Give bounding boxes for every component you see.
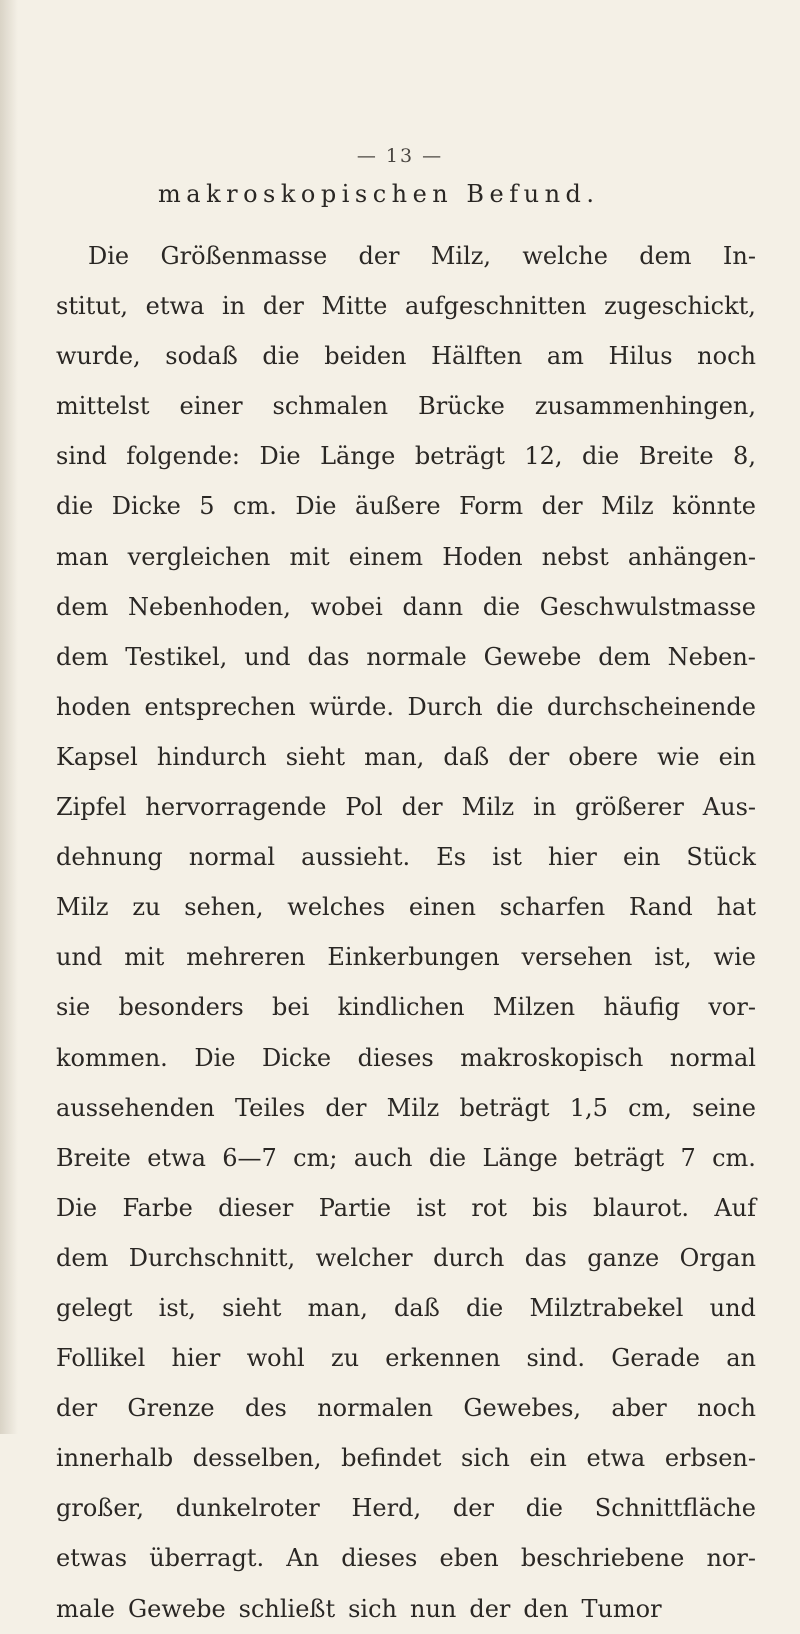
text-line: [56, 281, 756, 331]
word: an: [726, 1344, 756, 1373]
word: dem: [56, 592, 109, 621]
word: einer: [179, 392, 243, 421]
word: mittelst: [56, 392, 150, 421]
word: sie: [56, 993, 91, 1022]
word: der: [262, 292, 304, 321]
word: Länge: [482, 1143, 558, 1172]
word: entsprechen: [144, 692, 296, 721]
word: mit: [124, 943, 165, 972]
word: desselben,: [192, 1444, 322, 1473]
text-line: [56, 1083, 756, 1133]
word: Kapsel: [56, 742, 138, 771]
word: der: [452, 1494, 494, 1523]
word: beiden: [324, 342, 407, 371]
word: schmalen: [272, 392, 389, 421]
text-line: [56, 1183, 756, 1233]
word: rot: [471, 1193, 507, 1222]
word: An: [286, 1544, 320, 1573]
word: vergleichen: [127, 542, 271, 571]
word: 12,: [524, 442, 563, 471]
word: die: [525, 1494, 563, 1523]
word: sind: [56, 442, 107, 471]
word: seine: [692, 1093, 756, 1122]
word: die: [428, 1143, 467, 1172]
word: welches: [287, 893, 386, 922]
word: die: [482, 592, 521, 621]
word: ein: [529, 1444, 567, 1473]
word: zu: [132, 893, 161, 922]
word: Grenze: [127, 1394, 215, 1423]
word: der: [358, 242, 400, 270]
word: Partie: [318, 1193, 392, 1222]
word: Pol: [345, 793, 383, 822]
word: Form: [459, 492, 524, 521]
word: durch: [433, 1243, 505, 1272]
word: kindlichen: [337, 993, 465, 1022]
word: ein: [622, 843, 661, 872]
word: Rand: [629, 893, 693, 922]
word: versehen: [521, 943, 633, 972]
word: Teiles: [234, 1093, 306, 1122]
word: das: [307, 642, 350, 671]
word: Milz: [56, 893, 109, 922]
word: normalen: [317, 1394, 433, 1423]
word: Auf: [714, 1193, 756, 1222]
word: am: [546, 342, 584, 371]
word: sieht: [285, 742, 346, 771]
word: wie: [713, 943, 756, 972]
text-line: [56, 632, 756, 682]
word: gelegt: [56, 1293, 133, 1322]
word: hat: [716, 893, 756, 922]
text-line: [56, 532, 756, 582]
word: erkennen: [385, 1344, 501, 1373]
word: einem: [348, 542, 424, 571]
word: in: [222, 292, 246, 321]
word: die: [56, 492, 94, 521]
word: mehreren: [186, 943, 306, 972]
word: Geschwulstmasse: [539, 592, 756, 621]
word: Dicke: [111, 492, 181, 521]
word: Milz: [601, 492, 654, 521]
word: der: [56, 1394, 98, 1423]
text-line: [56, 1383, 756, 1433]
word: die: [465, 1293, 504, 1322]
word: scharfen: [499, 893, 606, 922]
word: welche: [522, 242, 608, 270]
word: hindurch: [156, 742, 267, 771]
text-line: [56, 582, 756, 632]
word: größerer: [575, 793, 684, 822]
heading-line: makroskopischen Befund.: [158, 180, 600, 208]
word: zugeschickt,: [604, 292, 756, 321]
word: cm.: [233, 492, 277, 521]
word: Die: [295, 492, 337, 521]
word: Gewebes,: [463, 1394, 582, 1423]
word: welcher: [315, 1243, 413, 1272]
word: würde.: [309, 692, 394, 721]
word: Die: [194, 1043, 236, 1072]
word: zusammenhingen,: [534, 392, 756, 421]
word: beträgt: [414, 442, 505, 471]
word: Größenmasse: [160, 242, 328, 270]
word: Neben-: [667, 642, 756, 671]
word: aber: [611, 1394, 667, 1423]
word: Die: [56, 1193, 98, 1222]
word: Stück: [686, 843, 756, 872]
word: Hoden: [442, 542, 523, 571]
word: 8,: [733, 442, 756, 471]
word: Mitte: [321, 292, 388, 321]
word: noch: [697, 1394, 756, 1423]
word: hier: [171, 1344, 221, 1373]
word: den: [523, 1594, 569, 1623]
word: auch: [353, 1143, 413, 1172]
word: Breite: [56, 1143, 131, 1172]
word: dieses: [357, 1043, 434, 1072]
word: mit: [289, 542, 330, 571]
word: Milz,: [430, 242, 492, 270]
word: 7: [680, 1143, 696, 1172]
word: cm,: [628, 1093, 672, 1122]
body-text: [56, 231, 756, 1634]
word: 5: [199, 492, 215, 521]
word: kommen.: [56, 1043, 168, 1072]
word: Milz: [386, 1093, 440, 1122]
word: könnte: [672, 492, 756, 521]
word: sehen,: [184, 893, 264, 922]
word: dann: [402, 592, 464, 621]
text-line: [56, 381, 756, 431]
word: beschriebene: [520, 1544, 685, 1573]
word: sieht: [222, 1293, 282, 1322]
word: daß: [443, 742, 490, 771]
word: bis: [532, 1193, 568, 1222]
word: überragt.: [149, 1544, 265, 1573]
word: erbsen-: [664, 1444, 756, 1473]
word: dunkelroter: [175, 1494, 320, 1523]
text-line: [56, 832, 756, 882]
word: nebst: [541, 542, 609, 571]
word: bei: [272, 993, 310, 1022]
text-line: [56, 1333, 756, 1383]
word: des: [244, 1394, 287, 1423]
word: Dicke: [261, 1043, 332, 1072]
text-line: [56, 982, 756, 1032]
text-line: [56, 682, 756, 732]
word: Nebenhoden,: [128, 592, 291, 621]
word: häufig: [603, 993, 681, 1022]
word: Länge: [320, 442, 396, 471]
word: vor-: [708, 993, 756, 1022]
word: obere: [568, 742, 639, 771]
word: Die: [88, 242, 130, 270]
word: male: [56, 1594, 115, 1623]
word: aufgeschnitten: [404, 292, 587, 321]
word: In-: [722, 242, 756, 270]
word: innerhalb: [56, 1444, 174, 1473]
word: dieser: [218, 1193, 294, 1222]
word: aussehenden: [56, 1093, 215, 1122]
word: ist: [492, 843, 522, 872]
word: Breite: [638, 442, 714, 471]
word: Milztrabekel: [529, 1293, 684, 1322]
word: noch: [697, 342, 756, 371]
word: sich: [460, 1444, 510, 1473]
text-line: [56, 231, 756, 281]
word: das: [524, 1243, 567, 1272]
word: dem: [56, 1243, 109, 1272]
word: makroskopisch: [460, 1043, 644, 1072]
text-line: [56, 1483, 756, 1533]
word: beträgt: [574, 1143, 665, 1172]
word: besonders: [118, 993, 244, 1022]
word: der: [401, 793, 443, 822]
word: 6—7: [222, 1143, 277, 1172]
word: Brücke: [418, 392, 505, 421]
word: befindet: [341, 1444, 442, 1473]
word: stitut,: [56, 292, 129, 321]
word: etwas: [56, 1544, 128, 1573]
word: zu: [330, 1344, 360, 1373]
word: Hilus: [608, 342, 673, 371]
word: die: [581, 442, 620, 471]
word: cm;: [293, 1143, 338, 1172]
word: Follikel: [56, 1344, 146, 1373]
word: hervorragende: [145, 793, 327, 822]
text-line: [56, 1233, 756, 1283]
word: wohl: [246, 1344, 305, 1373]
text-line: [56, 882, 756, 932]
word: ist: [416, 1193, 447, 1222]
word: in: [533, 793, 557, 822]
word: Gerade: [611, 1344, 700, 1373]
word: ein: [718, 742, 756, 771]
word: blaurot.: [592, 1193, 689, 1222]
word: wobei: [310, 592, 383, 621]
word: und: [709, 1293, 756, 1322]
word: Testikel,: [125, 642, 228, 671]
word: ganze: [587, 1243, 660, 1272]
word: nor-: [706, 1544, 756, 1573]
word: Organ: [679, 1243, 756, 1272]
word: dehnung: [56, 843, 163, 872]
word: etwa: [145, 292, 205, 321]
word: Die: [259, 442, 301, 471]
word: hier: [548, 843, 597, 872]
word: etwa: [147, 1143, 206, 1172]
word: Hälften: [431, 342, 523, 371]
word: Schnittfläche: [594, 1494, 756, 1523]
word: folgende:: [126, 442, 240, 471]
word: ist,: [654, 943, 692, 972]
word: nun: [409, 1594, 457, 1623]
word: der: [508, 742, 550, 771]
word: ist,: [158, 1293, 196, 1322]
word: äußere: [354, 492, 441, 521]
word: beträgt: [459, 1093, 550, 1122]
word: und: [56, 943, 103, 972]
word: einen: [408, 893, 476, 922]
word: eben: [439, 1544, 499, 1573]
word: sodaß: [165, 342, 238, 371]
word: der: [469, 1594, 511, 1623]
word: etwa: [586, 1444, 646, 1473]
word: man: [56, 542, 109, 571]
word: und: [244, 642, 291, 671]
text-line: [56, 481, 756, 531]
word: dieses: [341, 1544, 418, 1573]
word: Einkerbungen: [327, 943, 500, 972]
text-line: [56, 1533, 756, 1583]
text-line: [56, 932, 756, 982]
word: Milzen: [492, 993, 576, 1022]
word: cm.: [712, 1143, 756, 1172]
word: normale: [366, 642, 467, 671]
word: man,: [307, 1293, 368, 1322]
text-line: [56, 1033, 756, 1083]
text-line: [56, 1133, 756, 1183]
word: dem: [56, 642, 109, 671]
word: Gewebe: [127, 1594, 226, 1623]
text-line: [56, 782, 756, 832]
word: Farbe: [122, 1193, 193, 1222]
word: hoden: [56, 692, 131, 721]
word: normal: [188, 843, 276, 872]
word: normal: [669, 1043, 756, 1072]
text-line: [56, 1283, 756, 1333]
word: Durch: [407, 692, 483, 721]
text-line: [56, 331, 756, 381]
word: wie: [657, 742, 700, 771]
word: sich: [348, 1594, 397, 1623]
word: daß: [394, 1293, 440, 1322]
word: Gewebe: [483, 642, 582, 671]
word: schließt: [238, 1594, 336, 1623]
word: sind.: [526, 1344, 585, 1373]
word: die: [262, 342, 300, 371]
word: Milz: [461, 793, 515, 822]
word: Es: [436, 843, 467, 872]
word: durchscheinende: [546, 692, 756, 721]
word: dem: [639, 242, 692, 270]
page-number: — 13 —: [356, 145, 444, 167]
word: Herd,: [351, 1494, 422, 1523]
word: anhängen-: [627, 542, 756, 571]
word: der: [325, 1093, 367, 1122]
word: großer,: [56, 1494, 144, 1523]
word: aussieht.: [301, 843, 411, 872]
word: dem: [598, 642, 651, 671]
word: die: [496, 692, 534, 721]
word: 1,5: [569, 1093, 608, 1122]
word: Aus-: [702, 793, 756, 822]
page-edge-shadow: [0, 0, 18, 1434]
text-line: [56, 1433, 756, 1483]
text-line: [56, 732, 756, 782]
word: Durchschnitt,: [128, 1243, 296, 1272]
text-line: [56, 431, 756, 481]
word: der: [541, 492, 583, 521]
text-line: [56, 1584, 756, 1634]
word: Zipfel: [56, 793, 127, 822]
word: Tumor: [581, 1594, 662, 1623]
word: man,: [364, 742, 425, 771]
word: wurde,: [56, 342, 141, 371]
